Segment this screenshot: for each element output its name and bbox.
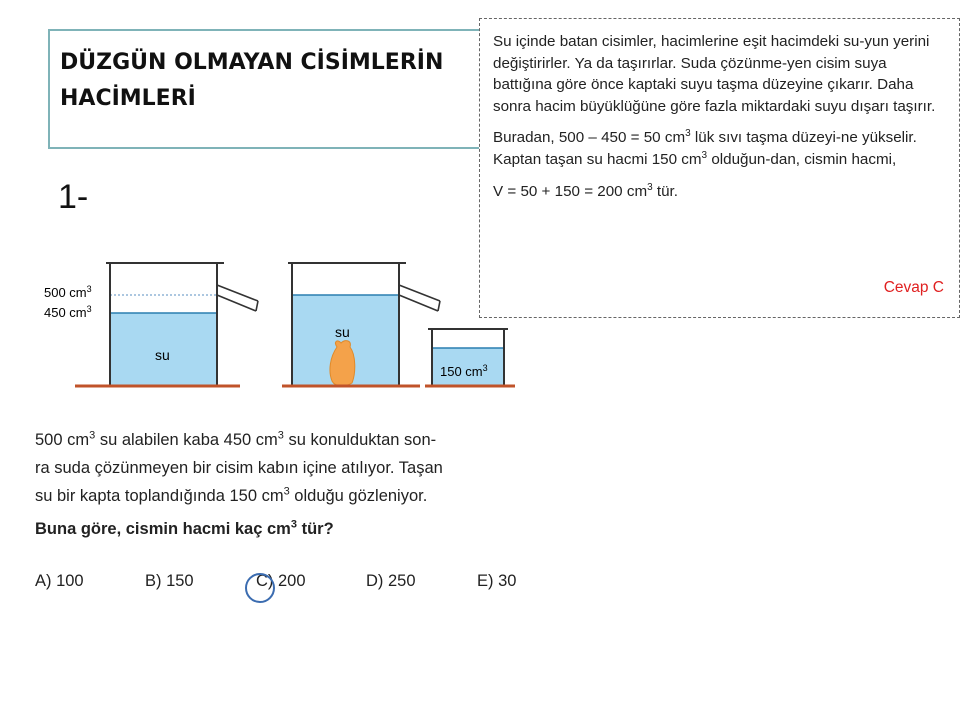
- question-line-2: ra suda çözünmeyen bir cisim kabın içine atılıyor. Taşan: [35, 459, 443, 477]
- question-ask: Buna göre, cismin hacmi kaç $cm^3$ tür?: [35, 518, 334, 538]
- option-b[interactable]: B) 150: [145, 572, 194, 590]
- solution-text: [493, 31, 945, 212]
- su-middle-label: su: [335, 324, 350, 340]
- overflow-volume-label: 150 $cm^3$: [440, 363, 488, 379]
- title-box: [48, 29, 518, 149]
- su-left-label: su: [155, 347, 170, 363]
- slide-title: [60, 45, 443, 117]
- title-line-2: HACİMLERİ: [60, 86, 196, 111]
- middle-beaker: [282, 263, 440, 386]
- label-450: 450 $cm^3$: [44, 304, 92, 320]
- question-line-1: 500 $cm^3$ su alabilen kaba 450 $cm^3$ su konulduktan son-: [35, 429, 437, 449]
- solution-paragraph-3: V = 50 + 150 = 200 $cm^3$ tür.: [493, 181, 678, 200]
- answer-label: Cevap C: [883, 279, 944, 296]
- question-text: [35, 426, 535, 510]
- solution-paragraph-1: Su içinde batan cisimler, hacimlerine eşit hacimdeki su-yun yerini değiştirirler. Ya da taşırırlar. Sudа çözünme-yen cisim suya battığına göre önce kaptaki suyu taşma düzeyine çıkarır. Daha sonra hacim büyüklüğüne göre fazla miktardaki suyu dışarı taşırır.: [493, 33, 936, 115]
- option-e[interactable]: E) 30: [477, 572, 517, 590]
- option-a[interactable]: A) 100: [35, 572, 84, 590]
- option-c[interactable]: C) 200: [256, 572, 306, 590]
- left-beaker: [75, 263, 258, 386]
- beaker-figure: [40, 255, 520, 400]
- title-line-1: DÜZGÜN OLMAYAN CİSİMLERİN: [60, 50, 444, 75]
- question-number: 1-: [58, 178, 89, 216]
- option-d[interactable]: D) 250: [366, 572, 416, 590]
- solution-box: [479, 18, 960, 318]
- label-500: 500 $cm^3$: [44, 284, 92, 300]
- question-line-3: su bir kapta toplandığında 150 $cm^3$ olduğu gözleniyor.: [35, 485, 428, 505]
- answer-options: [0, 572, 960, 596]
- selected-answer-circle: [245, 573, 275, 603]
- solution-paragraph-2: Buradan, 500 – 450 = 50 $cm^3$ lük sıvı taşma düzeyi-ne yükselir. Kaptan taşan su hacmi 150 $cm^3$ olduğun-dan, cismin hacmi,: [493, 128, 917, 168]
